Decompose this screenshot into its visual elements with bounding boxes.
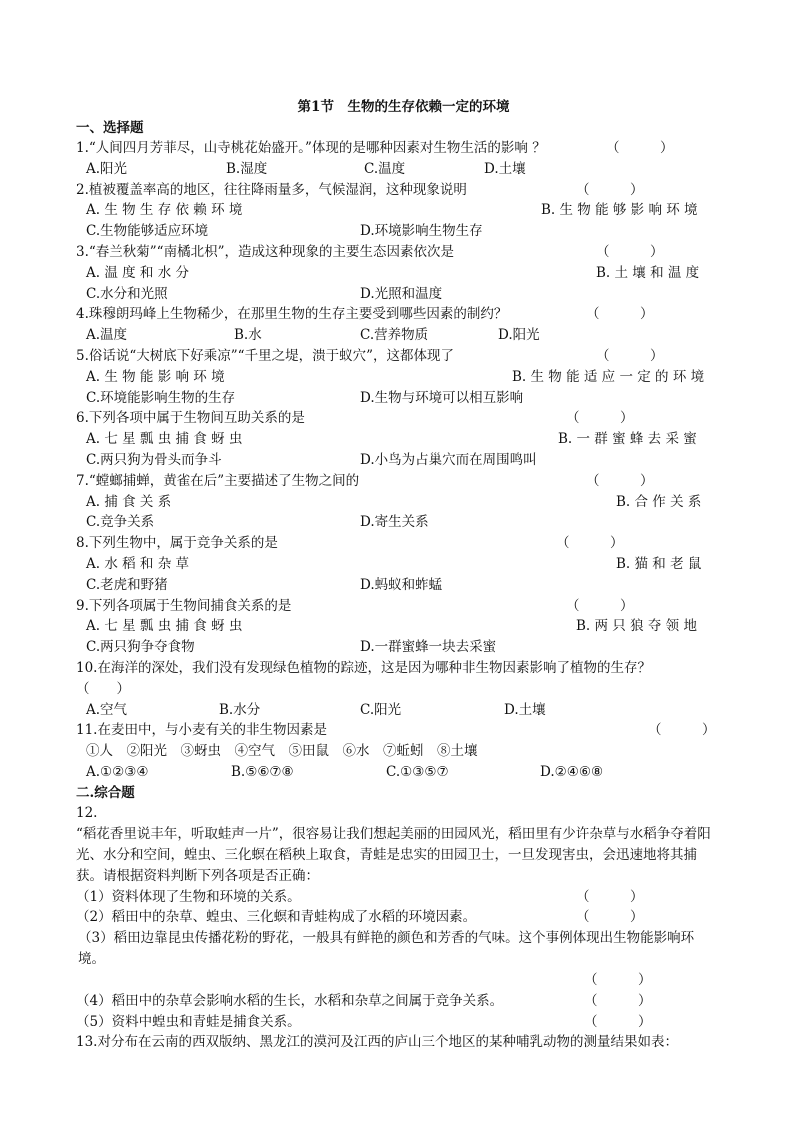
answer-blank: （ ） bbox=[566, 597, 634, 614]
option-c: C.生物能够适应环境 bbox=[86, 223, 209, 240]
q12-item-3-blank bbox=[76, 970, 721, 991]
options-row bbox=[76, 512, 721, 533]
question-text: 1.“人间四月芳菲尽，山寺桃花始盛开。”体现的是哪种因素对生物生活的影响 ？ bbox=[76, 140, 546, 156]
question-9 bbox=[76, 596, 721, 617]
options-row bbox=[76, 450, 721, 471]
question-text: 9.下列各项属于生物间捕食关系的是 bbox=[76, 597, 292, 614]
option-d: D.土壤 bbox=[504, 701, 546, 718]
statement-text: （4）稻田中的杂草会影响水稻的生长，水稻和杂草之间属于竞争关系。 bbox=[76, 992, 504, 1009]
option-c: C.营养物质 bbox=[360, 327, 429, 344]
question-1 bbox=[76, 138, 721, 159]
option-a: A.阳光 bbox=[86, 160, 128, 177]
question-10 bbox=[76, 658, 721, 679]
option-b: B. 合 作 关 系 bbox=[616, 493, 702, 510]
option-c: C.两只狗为骨头而争斗 bbox=[86, 451, 222, 468]
option-d: D.生物与环境可以相互影响 bbox=[360, 389, 524, 406]
answer-blank: （ ） bbox=[586, 472, 654, 489]
question-12-number: 12. bbox=[76, 804, 98, 821]
option-a: A. 生 物 生 存 依 赖 环 境 bbox=[86, 202, 243, 219]
option-c: C.水分和光照 bbox=[86, 285, 168, 302]
question-text: 2.植被覆盖率高的地区，往往降雨量多，气候湿润，这种现象说明 bbox=[76, 181, 467, 198]
option-b: B. 生 物 能 够 影 响 环 境 bbox=[541, 202, 698, 219]
option-b: B. 猫 和 老 鼠 bbox=[616, 555, 702, 572]
option-a: A. 七 星 瓢 虫 捕 食 蚜 虫 bbox=[86, 618, 243, 635]
options-row bbox=[76, 492, 721, 513]
options-row bbox=[76, 762, 721, 783]
options-row bbox=[76, 388, 721, 409]
statement-text: （2）稻田中的杂草、蝗虫、三化螟和青蛙构成了水稻的环境因素。 bbox=[76, 909, 477, 926]
statement-text: （3）稻田边靠昆虫传播花粉的野花，一般具有鲜艳的颜色和芳香的气味。这个事例体现出生物能影响环境。 bbox=[78, 930, 695, 968]
q12-item-4 bbox=[76, 991, 721, 1012]
answer-blank: （ ） bbox=[648, 722, 716, 739]
option-b: B.水分 bbox=[219, 701, 261, 718]
q12-item-5 bbox=[76, 1012, 721, 1033]
option-a: A.空气 bbox=[86, 701, 128, 718]
option-a: A. 水 稻 和 杂 草 bbox=[86, 555, 189, 572]
question-12-passage: “稻花香里说丰年，听取蛙声一片”，很容易让我们想起美丽的田园风光，稻田里有少许杂草与水稻争夺着阳光、水分和空间，蝗虫、三化螟在稻秧上取食，青蛙是忠实的田园卫士，一旦发现害虫，会迅速地将其捕获。请根据资料判断下列各项是否正确： bbox=[76, 825, 711, 884]
answer-blank: （ ） bbox=[584, 972, 652, 989]
option-b: B.湿度 bbox=[226, 160, 268, 177]
option-b: B. 一 群 蜜 蜂 去 采 蜜 bbox=[558, 431, 697, 448]
options-row bbox=[76, 575, 721, 596]
question-11 bbox=[76, 720, 721, 741]
options-row bbox=[76, 700, 721, 721]
answer-blank: （ ） bbox=[566, 410, 634, 427]
option-d: D.阳光 bbox=[498, 327, 540, 344]
options-row bbox=[76, 325, 721, 346]
section-heading-choice: 一、选择题 bbox=[76, 120, 144, 136]
option-c: C.环境能影响生物的生存 bbox=[86, 389, 236, 406]
section-heading-comprehensive: 二.综合题 bbox=[76, 784, 135, 801]
option-d: D.土壤 bbox=[484, 160, 526, 177]
option-d: D.环境影响生物生存 bbox=[360, 223, 483, 240]
question-2 bbox=[76, 180, 721, 201]
options-row bbox=[76, 616, 721, 637]
option-d: D.②④⑥⑧ bbox=[540, 763, 604, 780]
question-4 bbox=[76, 304, 721, 325]
question-6 bbox=[76, 408, 721, 429]
statement-text: （1）资料体现了生物和环境的关系。 bbox=[76, 888, 301, 905]
item-list-row bbox=[76, 741, 721, 762]
option-a: A. 温 度 和 水 分 bbox=[86, 264, 189, 281]
option-d: D.小鸟为占巢穴而在周围鸣叫 bbox=[360, 451, 537, 468]
question-8 bbox=[76, 533, 721, 554]
answer-blank: （ ） bbox=[576, 888, 644, 905]
page-title: 第1节 生物的生存依赖一定的环境 bbox=[297, 99, 510, 115]
answer-blank: （ ） bbox=[606, 140, 674, 156]
option-b: B.水 bbox=[234, 327, 262, 344]
item-list: ①人 ②阳光 ③蚜虫 ④空气 ⑤田鼠 ⑥水 ⑦蚯蚓 ⑧土壤 bbox=[86, 743, 478, 760]
question-text: 7.“螳螂捕蝉，黄雀在后”主要描述了生物之间的 bbox=[76, 472, 360, 489]
options-row bbox=[76, 284, 721, 305]
option-a: A. 七 星 瓢 虫 捕 食 蚜 虫 bbox=[86, 431, 243, 448]
question-7 bbox=[76, 471, 721, 492]
answer-blank: （ ） bbox=[556, 535, 624, 552]
q12-item-1 bbox=[76, 887, 721, 908]
question-text: 8.下列生物中，属于竞争关系的是 bbox=[76, 535, 278, 552]
option-d: D.蚂蚁和蚱蜢 bbox=[360, 576, 443, 593]
option-c: C.两只狗争夺食物 bbox=[86, 639, 195, 656]
option-d: D.光照和温度 bbox=[360, 285, 443, 302]
option-a: A. 生 物 能 影 响 环 境 bbox=[86, 368, 225, 385]
option-c: C.竞争关系 bbox=[86, 514, 155, 531]
option-b: B. 两 只 狼 夺 领 地 bbox=[576, 618, 697, 635]
statement-text: （5）资料中蝗虫和青蛙是捕食关系。 bbox=[76, 1013, 301, 1030]
q12-item-3 bbox=[76, 928, 721, 970]
option-c: C.老虎和野猪 bbox=[86, 576, 168, 593]
answer-blank: （ ） bbox=[596, 347, 664, 364]
question-text: 4.珠穆朗玛峰上生物稀少，在那里生物的生存主要受到哪些因素的制约？ bbox=[76, 306, 508, 323]
answer-blank: （ ） bbox=[76, 680, 130, 697]
option-b: B. 土 壤 和 温 度 bbox=[596, 264, 700, 281]
question-3 bbox=[76, 242, 721, 263]
document-page bbox=[76, 96, 721, 1053]
options-row bbox=[76, 429, 721, 450]
answer-blank: （ ） bbox=[596, 243, 664, 260]
options-row bbox=[76, 159, 721, 180]
answer-blank: （ ） bbox=[584, 1013, 652, 1030]
option-a: A.温度 bbox=[86, 327, 128, 344]
option-c: C.①③⑤⑦ bbox=[386, 763, 449, 780]
options-row bbox=[76, 367, 721, 388]
question-text: 11.在麦田中，与小麦有关的非生物因素是 bbox=[76, 722, 327, 739]
options-row bbox=[76, 221, 721, 242]
option-b: B. 生 物 能 适 应 一 定 的 环 境 bbox=[512, 368, 705, 385]
question-text: 5.俗话说“大树底下好乘凉”“千里之堤，溃于蚁穴”，这都体现了 bbox=[76, 347, 454, 364]
options-row bbox=[76, 200, 721, 221]
question-text: 3.“春兰秋菊”“南橘北枳”，造成这种现象的主要生态因素依次是 bbox=[76, 243, 454, 260]
question-10-blank-row bbox=[76, 679, 721, 700]
answer-blank: （ ） bbox=[586, 306, 654, 323]
option-b: B.⑤⑥⑦⑧ bbox=[231, 763, 294, 780]
options-row bbox=[76, 637, 721, 658]
options-row bbox=[76, 554, 721, 575]
answer-blank: （ ） bbox=[584, 992, 652, 1009]
answer-blank: （ ） bbox=[576, 181, 644, 198]
option-d: D.一群蜜蜂一块去采蜜 bbox=[360, 639, 497, 656]
option-a: A.①②③④ bbox=[86, 763, 149, 780]
question-text: 6.下列各项中属于生物间互助关系的是 bbox=[76, 410, 305, 427]
question-13: 13.对分布在云南的西双版纳、黑龙江的漠河及江西的庐山三个地区的某种哺乳动物的测量结果如表： bbox=[76, 1034, 678, 1051]
answer-blank: （ ） bbox=[576, 909, 644, 926]
option-d: D.寄生关系 bbox=[360, 514, 429, 531]
option-a: A. 捕 食 关 系 bbox=[86, 493, 172, 510]
option-c: C.温度 bbox=[364, 160, 406, 177]
option-c: C.阳光 bbox=[360, 701, 402, 718]
q12-item-2 bbox=[76, 907, 721, 928]
options-row bbox=[76, 263, 721, 284]
question-5 bbox=[76, 346, 721, 367]
question-text: 10.在海洋的深处，我们没有发现绿色植物的踪迹，这是因为哪种非生物因素影响了植物的生存？ bbox=[76, 659, 651, 676]
